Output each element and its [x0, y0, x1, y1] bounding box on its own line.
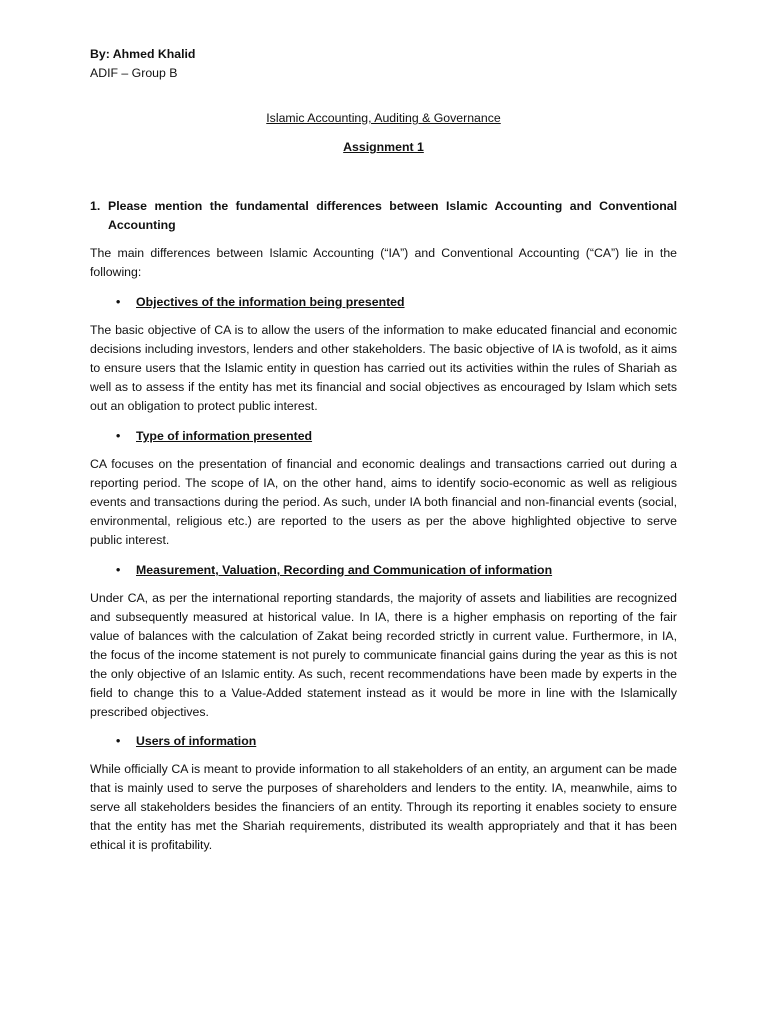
bullet-icon: • [116, 563, 121, 577]
section-body-type: CA focuses on the presentation of financial and economic dealings and transactions carried out during a reporting period. The scope of IA, on the other hand, aims to identify socio-economic as well as religious events and transactions during the period. As such, under IA both financial and non-financial events (social, environmental, religious etc.) are reported to the users as per the above highlighted objective to serve public interest. [90, 457, 677, 547]
section-heading-text: Users of information [136, 734, 257, 748]
bullet-icon: • [116, 429, 121, 443]
bullet-icon: • [116, 295, 121, 309]
section-heading-text: Type of information presented [136, 429, 313, 443]
course-title: Islamic Accounting, Auditing & Governance [266, 111, 501, 125]
assignment-title: Assignment 1 [343, 140, 424, 154]
section-body-users: While officially CA is meant to provide information to all stakeholders of an entity, an argument can be made that is mainly used to serve the purposes of shareholders and lenders to the entity. IA, meanwhile, aims to serve all stakeholders besides the financiers of an entity. Through its reporting it enables society to ensure that the entity has met the Shariah requirements, distributed its wealth appropriately and that it has been ethical it is profitability. [90, 762, 677, 852]
intro-paragraph: The main differences between Islamic Accounting (“IA”) and Conventional Accounting (“CA”) lie in the following: [90, 246, 677, 279]
author-line: By: Ahmed Khalid [90, 47, 196, 61]
section-heading-text: Objectives of the information being presented [136, 295, 405, 309]
bullet-icon: • [116, 734, 121, 748]
question-heading [90, 197, 677, 235]
group-line: ADIF – Group B [90, 66, 178, 80]
section-body-objectives: The basic objective of CA is to allow the users of the information to make educated financial and economic decisions including investors, lenders and other stakeholders. The basic objective of IA is twofold, as it aims to ensure users that the Islamic entity in question has carried out its activities within the rules of Shariah as well as to assess if the entity has met its financial and social objectives as encouraged by Islam which sets out an obligation to protect public interest. [90, 323, 677, 413]
section-heading-text: Measurement, Valuation, Recording and Communication of information [136, 563, 553, 577]
question-text: Please mention the fundamental differences between Islamic Accounting and Conventional Accounting [108, 199, 677, 232]
section-body-measurement: Under CA, as per the international reporting standards, the majority of assets and liabilities are recognized and subsequently measured at historical value. In IA, there is a higher emphasis on reporting of the fair value of balances with the calculation of Zakat being recorded strictly in current value. Furthermore, in IA, the focus of the income statement is not purely to communicate financial gains during the year as this is not the only objective of an Islamic entity. As such, recent recommendations have been made by experts in the field to change this to a Value-Added statement instead as it would be more in line with the Islamically prescribed objectives. [90, 591, 677, 719]
question-number: 1. [90, 199, 101, 213]
